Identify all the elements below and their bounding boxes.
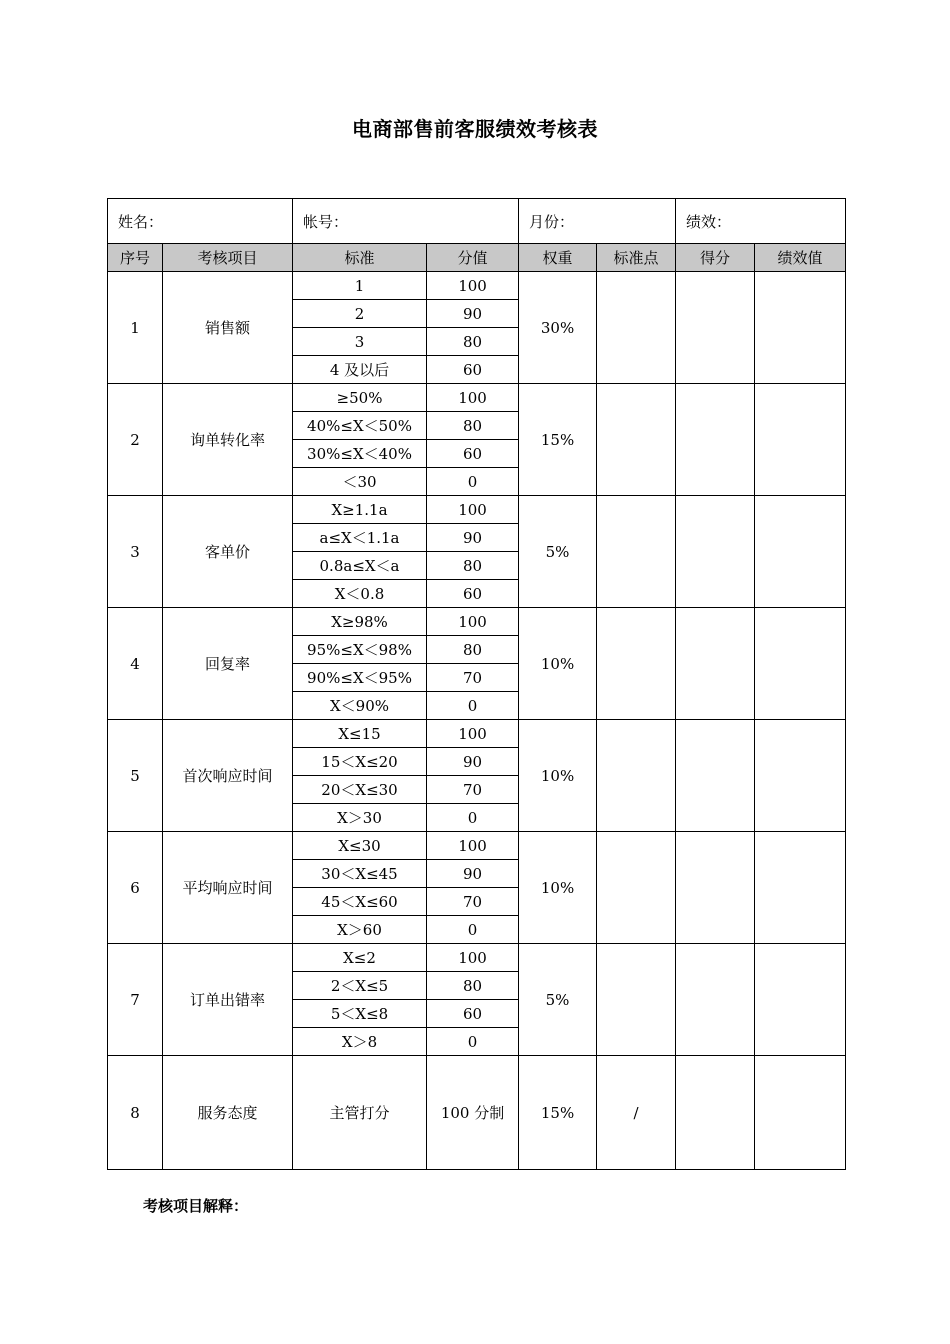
standard-cell: X≤15 (293, 720, 427, 748)
earned-score-cell[interactable] (676, 384, 755, 496)
standard-cell: 40%≤X＜50% (293, 412, 427, 440)
score-cell: 0 (427, 692, 519, 720)
score-cell: 90 (427, 524, 519, 552)
earned-score-cell[interactable] (676, 832, 755, 944)
performance-value-cell[interactable] (755, 1056, 846, 1170)
standard-cell: X≥1.1a (293, 496, 427, 524)
table-row (108, 1056, 846, 1170)
score-cell: 70 (427, 664, 519, 692)
table-row (108, 384, 846, 412)
weight-cell: 10% (519, 608, 597, 720)
score-cell: 80 (427, 636, 519, 664)
header-score: 分值 (427, 244, 519, 272)
standard-cell: X≤2 (293, 944, 427, 972)
score-cell: 60 (427, 580, 519, 608)
header-no: 序号 (108, 244, 163, 272)
standard-point-cell[interactable] (597, 496, 676, 608)
standard-point-cell[interactable] (597, 832, 676, 944)
standard-point-cell[interactable] (597, 944, 676, 1056)
score-cell: 0 (427, 468, 519, 496)
standard-cell: ＜30 (293, 468, 427, 496)
item-no: 3 (108, 496, 163, 608)
performance-value-cell[interactable] (755, 496, 846, 608)
score-cell: 80 (427, 328, 519, 356)
earned-score-cell[interactable] (676, 944, 755, 1056)
score-cell: 100 (427, 384, 519, 412)
performance-value-cell[interactable] (755, 944, 846, 1056)
score-cell: 100 (427, 496, 519, 524)
table-row (108, 272, 846, 300)
performance-value-cell[interactable] (755, 720, 846, 832)
score-cell: 60 (427, 440, 519, 468)
month-field[interactable]: 月份： (519, 199, 676, 244)
score-cell: 100 (427, 720, 519, 748)
header-weight: 权重 (519, 244, 597, 272)
standard-cell: 45＜X≤60 (293, 888, 427, 916)
score-cell: 100 (427, 272, 519, 300)
standard-cell: X＜90% (293, 692, 427, 720)
performance-value-cell[interactable] (755, 832, 846, 944)
earned-score-cell[interactable] (676, 608, 755, 720)
item-no: 2 (108, 384, 163, 496)
score-cell: 80 (427, 972, 519, 1000)
earned-score-cell[interactable] (676, 720, 755, 832)
score-cell: 100 (427, 832, 519, 860)
item-name: 服务态度 (163, 1056, 293, 1170)
standard-cell: X＞8 (293, 1028, 427, 1056)
standard-cell: 主管打分 (293, 1056, 427, 1170)
score-cell: 80 (427, 552, 519, 580)
item-name: 回复率 (163, 608, 293, 720)
standard-cell: 5＜X≤8 (293, 1000, 427, 1028)
standard-cell: 95%≤X＜98% (293, 636, 427, 664)
name-field[interactable]: 姓名： (108, 199, 293, 244)
table-row (108, 720, 846, 748)
weight-cell: 30% (519, 272, 597, 384)
standard-cell: 2＜X≤5 (293, 972, 427, 1000)
score-cell: 0 (427, 1028, 519, 1056)
item-no: 7 (108, 944, 163, 1056)
score-cell: 90 (427, 748, 519, 776)
item-no: 8 (108, 1056, 163, 1170)
item-name: 销售额 (163, 272, 293, 384)
item-no: 4 (108, 608, 163, 720)
table-row (108, 496, 846, 524)
score-cell: 100 分制 (427, 1056, 519, 1170)
standard-cell: X＞60 (293, 916, 427, 944)
performance-value-cell[interactable] (755, 272, 846, 384)
item-name: 首次响应时间 (163, 720, 293, 832)
performance-table (107, 198, 846, 1170)
standard-point-cell[interactable] (597, 384, 676, 496)
standard-cell: ≥50% (293, 384, 427, 412)
standard-cell: 30%≤X＜40% (293, 440, 427, 468)
score-cell: 0 (427, 804, 519, 832)
score-cell: 70 (427, 776, 519, 804)
standard-cell: a≤X＜1.1a (293, 524, 427, 552)
header-row (108, 244, 846, 272)
standard-cell: 3 (293, 328, 427, 356)
score-cell: 90 (427, 300, 519, 328)
standard-cell: 15＜X≤20 (293, 748, 427, 776)
standard-cell: X＜0.8 (293, 580, 427, 608)
standard-point-cell[interactable] (597, 272, 676, 384)
standard-cell: X≤30 (293, 832, 427, 860)
score-cell: 60 (427, 1000, 519, 1028)
standard-cell: 0.8a≤X＜a (293, 552, 427, 580)
standard-cell: 30＜X≤45 (293, 860, 427, 888)
header-item: 考核项目 (163, 244, 293, 272)
earned-score-cell[interactable] (676, 496, 755, 608)
table-row (108, 944, 846, 972)
score-cell: 100 (427, 944, 519, 972)
standard-cell: 90%≤X＜95% (293, 664, 427, 692)
item-name: 订单出错率 (163, 944, 293, 1056)
standard-cell: 4 及以后 (293, 356, 427, 384)
note-label: 考核项目解释： (143, 1197, 249, 1215)
score-cell: 60 (427, 356, 519, 384)
item-no: 1 (108, 272, 163, 384)
standard-point-cell[interactable] (597, 608, 676, 720)
standard-cell: 2 (293, 300, 427, 328)
item-name: 客单价 (163, 496, 293, 608)
earned-score-cell[interactable] (676, 1056, 755, 1170)
item-name: 平均响应时间 (163, 832, 293, 944)
performance-field[interactable]: 绩效： (676, 199, 846, 244)
item-no: 6 (108, 832, 163, 944)
table-row (108, 608, 846, 636)
score-cell: 70 (427, 888, 519, 916)
standard-cell: X≥98% (293, 608, 427, 636)
header-standard: 标准 (293, 244, 427, 272)
standard-cell: 1 (293, 272, 427, 300)
score-cell: 80 (427, 412, 519, 440)
weight-cell: 10% (519, 720, 597, 832)
page-title: 电商部售前客服绩效考核表 (352, 117, 598, 141)
table-row (108, 832, 846, 860)
score-cell: 90 (427, 860, 519, 888)
weight-cell: 15% (519, 384, 597, 496)
item-name: 询单转化率 (163, 384, 293, 496)
score-cell: 0 (427, 916, 519, 944)
header-performance-value: 绩效值 (755, 244, 846, 272)
header-point: 标准点 (597, 244, 676, 272)
score-cell: 100 (427, 608, 519, 636)
weight-cell: 5% (519, 496, 597, 608)
standard-point-cell[interactable]: / (597, 1056, 676, 1170)
weight-cell: 15% (519, 1056, 597, 1170)
performance-value-cell[interactable] (755, 384, 846, 496)
weight-cell: 10% (519, 832, 597, 944)
weight-cell: 5% (519, 944, 597, 1056)
standard-cell: 20＜X≤30 (293, 776, 427, 804)
standard-cell: X＞30 (293, 804, 427, 832)
header-earned: 得分 (676, 244, 755, 272)
standard-point-cell[interactable] (597, 720, 676, 832)
info-row (108, 199, 846, 244)
earned-score-cell[interactable] (676, 272, 755, 384)
performance-value-cell[interactable] (755, 608, 846, 720)
item-no: 5 (108, 720, 163, 832)
account-field[interactable]: 帐号： (293, 199, 519, 244)
